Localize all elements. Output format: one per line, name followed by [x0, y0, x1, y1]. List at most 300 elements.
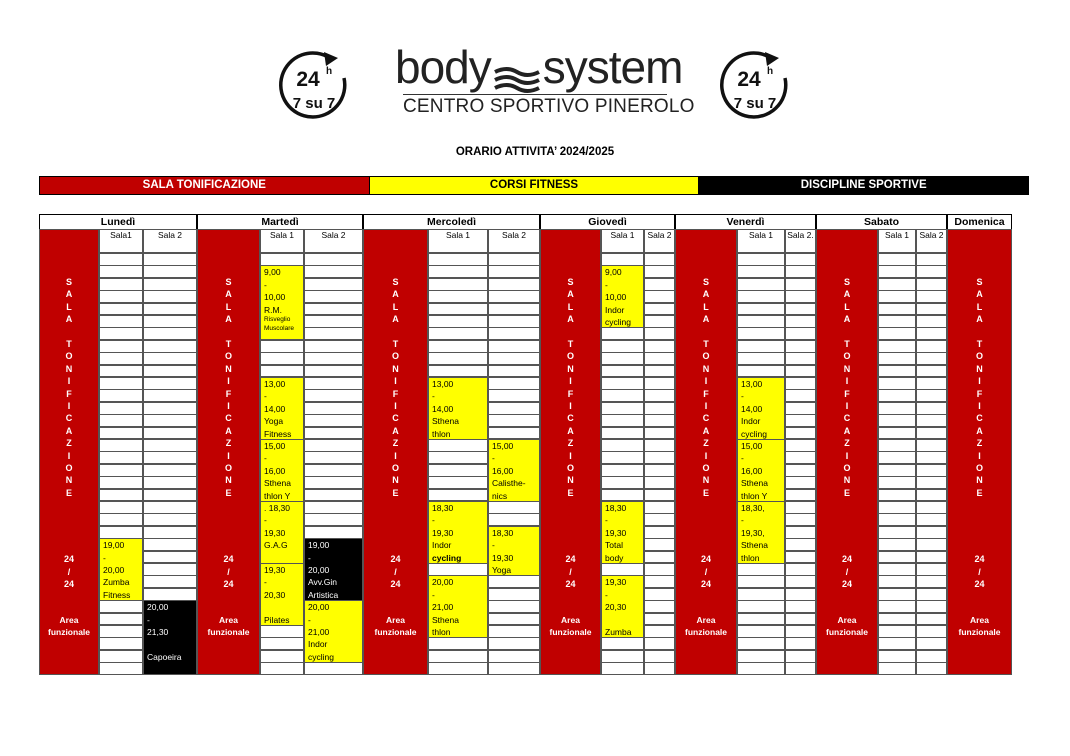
hours-24: 24 [841, 579, 852, 589]
class-line: Artistica [308, 589, 339, 600]
slot-cell [428, 340, 488, 353]
slot-cell [260, 613, 304, 626]
slot-cell [304, 662, 363, 675]
slot-cell [428, 315, 488, 328]
vertical-letter: O [391, 351, 399, 362]
area-funzionale-line: funzionale [958, 627, 1001, 637]
hours-slash: / [227, 567, 230, 577]
slot-cell [644, 389, 675, 402]
slot-cell [737, 575, 785, 588]
hours-24: 24 [974, 579, 985, 589]
slot-cell [428, 501, 488, 514]
slot-cell [99, 464, 143, 477]
vertical-letter: I [394, 401, 397, 411]
class-line: nics [492, 490, 508, 501]
class-line: - [492, 453, 495, 464]
vertical-letter: Z [976, 438, 983, 449]
hours-24: 24 [565, 554, 576, 564]
vertical-letter: L [567, 301, 574, 312]
class-line: thlon [432, 627, 451, 638]
vertical-letter: A [567, 289, 574, 300]
slot-cell [878, 526, 916, 539]
class-line: Yoga [264, 416, 284, 427]
slot-cell [143, 625, 197, 638]
slot-cell [488, 551, 540, 564]
slot-cell [644, 377, 675, 390]
slot-cell [644, 662, 675, 675]
slot-cell [878, 563, 916, 576]
area-funzionale-line: funzionale [374, 627, 417, 637]
slot-cell [601, 414, 644, 427]
class-line: - [741, 391, 744, 402]
slot-cell [785, 501, 816, 514]
slot-cell [644, 489, 675, 502]
vertical-letter: I [978, 376, 981, 387]
slot-cell [488, 464, 540, 477]
slot-cell [737, 600, 785, 613]
slot-cell [260, 414, 304, 427]
slot-cell [916, 389, 947, 402]
slot-cell [878, 501, 916, 514]
legend-bar [39, 176, 1029, 195]
slot-cell [143, 340, 197, 353]
slot-cell [488, 389, 540, 402]
slot-cell [488, 575, 540, 588]
slot-cell [99, 414, 143, 427]
class-line: 20,00 [103, 565, 125, 575]
slot-cell [99, 538, 143, 551]
vertical-letter: S [392, 277, 399, 287]
vertical-letter: N [65, 475, 73, 486]
hours-24: 24 [974, 554, 985, 564]
day-header: Venerdì [675, 214, 816, 230]
slot-cell [304, 303, 363, 316]
vertical-letter: I [67, 376, 71, 387]
class-line: 15,00 [492, 441, 514, 451]
slot-cell [143, 389, 197, 402]
vertical-letter: O [702, 463, 710, 473]
slot-cell [304, 365, 363, 378]
class-line: - [741, 453, 744, 464]
slot-cell [99, 476, 143, 489]
slot-cell [737, 327, 785, 340]
slot-cell [916, 476, 947, 489]
hours-24: 24 [63, 579, 74, 589]
slot-cell [644, 253, 675, 266]
slot-cell [737, 340, 785, 353]
class-line: body [605, 552, 624, 563]
vertical-letter: S [843, 277, 850, 287]
slot-cell [304, 377, 363, 390]
slot-cell [916, 538, 947, 551]
class-line: 19,00 [103, 540, 125, 551]
slot-cell [737, 526, 785, 539]
slot-cell [260, 600, 304, 613]
slot-cell [260, 315, 304, 328]
slot-cell [785, 650, 816, 663]
slot-cell [428, 476, 488, 489]
vertical-letter: L [703, 301, 709, 312]
slot-cell [916, 526, 947, 539]
vertical-letter: I [845, 401, 849, 411]
slot-cell [143, 538, 197, 551]
vertical-letter: C [225, 413, 232, 424]
legend-tonificazione: SALA TONIFICAZIONE [40, 177, 369, 194]
slot-cell [737, 290, 785, 303]
slot-cell [916, 414, 947, 427]
class-line: 16,00 [264, 465, 286, 476]
vertical-letter: I [227, 450, 230, 461]
day-header: Martedì [197, 214, 363, 230]
class-line: 19,00 [308, 540, 330, 551]
vertical-letter: N [65, 363, 73, 374]
slot-cell [99, 625, 143, 638]
slot-cell [878, 340, 916, 353]
slot-cell [737, 414, 785, 427]
slot-cell [488, 265, 540, 278]
slot-cell [601, 662, 644, 675]
slot-cell [260, 588, 304, 601]
slot-cell [878, 253, 916, 266]
slot-cell [260, 489, 304, 502]
slot-cell [601, 600, 644, 613]
slot-cell [143, 315, 197, 328]
slot-cell [785, 588, 816, 601]
slot-cell [143, 253, 197, 266]
slot-cell [304, 526, 363, 539]
slot-cell [304, 613, 363, 626]
slot-cell [143, 290, 197, 303]
class-line: R.M. [264, 304, 282, 315]
slot-cell [737, 303, 785, 316]
slot-cell [644, 303, 675, 316]
slot-cell [644, 625, 675, 638]
slot-cell [916, 303, 947, 316]
class-line: - [308, 552, 311, 563]
vertical-letter: E [567, 487, 574, 498]
slot-cell [737, 253, 785, 266]
slot-cell [785, 625, 816, 638]
slot-cell [488, 427, 540, 440]
slot-cell [644, 588, 675, 601]
vertical-letter: O [843, 463, 851, 473]
slot-cell [428, 427, 488, 440]
vertical-letter: E [65, 487, 72, 498]
sala-2-header: Sala 2 [143, 229, 197, 253]
slot-cell [488, 662, 540, 675]
slot-cell [785, 464, 816, 477]
tonificazione-column [197, 229, 260, 675]
vertical-letter: S [567, 277, 574, 287]
vertical-letter: A [225, 314, 232, 325]
slot-cell [488, 637, 540, 650]
slot-cell [488, 538, 540, 551]
svg-text:h: h [767, 66, 774, 77]
slot-cell [644, 600, 675, 613]
class-line: . 18,30 [264, 503, 290, 513]
vertical-letter: Z [567, 438, 574, 449]
slot-cell [99, 352, 143, 365]
class-line: Sthena [741, 540, 768, 551]
slot-cell [644, 290, 675, 303]
class-line: 20,30 [605, 602, 627, 613]
slot-cell [878, 538, 916, 551]
slot-cell [644, 352, 675, 365]
slot-cell [488, 327, 540, 340]
vertical-letter: C [65, 413, 73, 424]
slot-cell [143, 600, 197, 613]
tonificazione-column [947, 229, 1012, 675]
slot-cell [428, 637, 488, 650]
slot-cell [601, 303, 644, 316]
vertical-letter: I [704, 450, 708, 461]
class-line: Avv.Gin [308, 577, 337, 588]
slot-cell [878, 327, 916, 340]
slot-cell [99, 389, 143, 402]
slot-cell [260, 389, 304, 402]
class-line: - [432, 391, 435, 402]
vertical-letter: I [978, 401, 981, 411]
slot-cell [488, 340, 540, 353]
class-line: 20,00 [308, 565, 330, 575]
class-line: 15,00 [264, 441, 286, 451]
slot-cell [916, 265, 947, 278]
slot-cell [785, 278, 816, 291]
svg-text:7 su 7: 7 su 7 [733, 95, 777, 112]
vertical-letter: C [843, 413, 851, 424]
vertical-letter: I [845, 450, 849, 461]
slot-cell [143, 575, 197, 588]
slot-cell [99, 575, 143, 588]
slot-cell [785, 340, 816, 353]
slot-cell [428, 563, 488, 576]
slot-cell [143, 501, 197, 514]
slot-cell [99, 290, 143, 303]
slot-cell [601, 389, 644, 402]
slot-cell [428, 253, 488, 266]
slot-cell [260, 476, 304, 489]
class-line: Indor [432, 540, 452, 551]
slot-cell [644, 402, 675, 415]
slot-cell [428, 464, 488, 477]
vertical-letter: N [976, 363, 983, 374]
tonificazione-column [363, 229, 428, 675]
slot-cell [916, 315, 947, 328]
slot-cell [143, 650, 197, 663]
class-line: 18,30, [741, 503, 765, 513]
vertical-letter: N [702, 363, 710, 374]
slot-cell [878, 451, 916, 464]
slot-cell [601, 439, 644, 452]
slot-cell [99, 451, 143, 464]
class-line: 9,00 [605, 267, 622, 278]
vertical-letter: Z [703, 438, 709, 449]
slot-cell [304, 439, 363, 452]
slot-cell [99, 588, 143, 601]
vertical-letter: F [392, 388, 399, 399]
svg-text:h: h [326, 66, 333, 77]
class-line: 14,00 [741, 403, 763, 414]
slot-cell [488, 402, 540, 415]
slot-cell [143, 265, 197, 278]
slot-cell [644, 526, 675, 539]
vertical-letter: A [702, 289, 710, 300]
class-line: - [264, 515, 267, 526]
clock-arrow-icon [719, 48, 793, 122]
slot-cell [260, 365, 304, 378]
vertical-letter: O [566, 463, 574, 473]
class-line: 19,30 [264, 527, 286, 538]
vertical-letter: N [843, 363, 851, 374]
slot-cell [785, 613, 816, 626]
slot-cell [488, 451, 540, 464]
slot-cell [878, 551, 916, 564]
vertical-letter: A [567, 314, 574, 325]
slot-cell [99, 253, 143, 266]
slot-cell [260, 303, 304, 316]
slot-cell [785, 389, 816, 402]
slot-cell [644, 501, 675, 514]
slot-cell [737, 489, 785, 502]
slot-cell [916, 563, 947, 576]
vertical-letter: O [224, 463, 232, 473]
slot-cell [601, 451, 644, 464]
slot-cell [143, 439, 197, 452]
class-line: 10,00 [264, 292, 286, 303]
vertical-letter: I [569, 450, 572, 461]
slot-cell [260, 290, 304, 303]
slot-cell [428, 265, 488, 278]
vertical-letter: N [225, 363, 232, 374]
slot-cell [878, 575, 916, 588]
sala-1-header: Sala 1 [428, 229, 488, 253]
slot-cell [916, 402, 947, 415]
vertical-letter: O [843, 351, 851, 362]
slot-cell [601, 538, 644, 551]
slot-cell [916, 377, 947, 390]
slot-cell [916, 588, 947, 601]
vertical-letter: O [975, 351, 983, 362]
slot-cell [143, 551, 197, 564]
vertical-letter: A [225, 289, 232, 300]
class-line: 21,00 [308, 627, 330, 637]
class-line: Sthena [264, 478, 291, 489]
class-line: - [147, 614, 150, 625]
slot-cell [785, 662, 816, 675]
slot-cell [601, 551, 644, 564]
area-funzionale-line: Area [219, 615, 238, 625]
slot-cell [143, 402, 197, 415]
slot-cell [488, 526, 540, 539]
slot-cell [644, 538, 675, 551]
vertical-letter: L [66, 301, 72, 312]
vertical-letter: Z [225, 438, 232, 449]
hours-24: 24 [841, 554, 852, 564]
vertical-letter: O [702, 351, 710, 362]
hours-slash: / [67, 567, 71, 577]
class-line: - [432, 589, 435, 600]
vertical-letter: A [702, 314, 710, 325]
vertical-letter: A [976, 289, 983, 300]
class-line: Sthena [432, 614, 459, 625]
vertical-letter: E [843, 487, 850, 498]
slot-cell [304, 340, 363, 353]
class-line: - [741, 515, 744, 526]
area-funzionale-line: Area [561, 615, 580, 625]
slot-cell [99, 365, 143, 378]
class-line: thlon Y [741, 490, 768, 501]
vertical-letter: F [976, 388, 983, 399]
vertical-letter: S [976, 277, 983, 287]
vertical-letter: T [225, 339, 232, 349]
slot-cell [878, 265, 916, 278]
slot-cell [644, 439, 675, 452]
vertical-letter: N [843, 475, 851, 486]
slot-cell [488, 588, 540, 601]
slot-cell [99, 526, 143, 539]
area-funzionale-line: funzionale [549, 627, 592, 637]
slot-cell [737, 439, 785, 452]
slot-cell [737, 278, 785, 291]
slot-cell [304, 290, 363, 303]
slot-cell [916, 575, 947, 588]
slot-cell [785, 551, 816, 564]
slot-cell [488, 563, 540, 576]
area-funzionale-line: funzionale [684, 627, 728, 637]
vertical-letter: A [392, 425, 399, 436]
slot-cell [601, 625, 644, 638]
slot-cell [878, 588, 916, 601]
vertical-letter: N [392, 475, 399, 486]
slot-cell [916, 427, 947, 440]
vertical-letter: I [67, 401, 71, 411]
slot-cell [878, 278, 916, 291]
vertical-letter: A [843, 425, 851, 436]
tonificazione-column [816, 229, 878, 675]
class-line: 20,00 [432, 577, 454, 588]
slot-cell [601, 588, 644, 601]
slot-cell [737, 501, 785, 514]
day-header: Domenica [947, 214, 1012, 230]
hours-slash: / [978, 567, 981, 577]
slot-cell [601, 613, 644, 626]
area-funzionale-line: Area [386, 615, 405, 625]
slot-cell [488, 253, 540, 266]
area-funzionale-line: funzionale [825, 627, 869, 637]
vertical-letter: A [567, 425, 574, 436]
slot-cell [916, 365, 947, 378]
slot-cell [428, 489, 488, 502]
vertical-letter: T [976, 339, 983, 349]
slot-cell [428, 526, 488, 539]
slot-cell [428, 551, 488, 564]
slot-cell [428, 600, 488, 613]
slot-cell [488, 650, 540, 663]
vertical-letter: Z [392, 438, 399, 449]
class-line: - [492, 540, 495, 551]
clock-arrow-icon [278, 48, 352, 122]
slot-cell [143, 451, 197, 464]
vertical-letter: L [976, 301, 983, 312]
vertical-letter: Z [66, 438, 72, 449]
class-line: 18,30 [492, 527, 514, 538]
slot-cell [304, 538, 363, 551]
slot-cell [260, 451, 304, 464]
slot-cell [304, 637, 363, 650]
slot-cell [785, 265, 816, 278]
slot-cell [99, 327, 143, 340]
logo-word-body: body [395, 41, 491, 93]
